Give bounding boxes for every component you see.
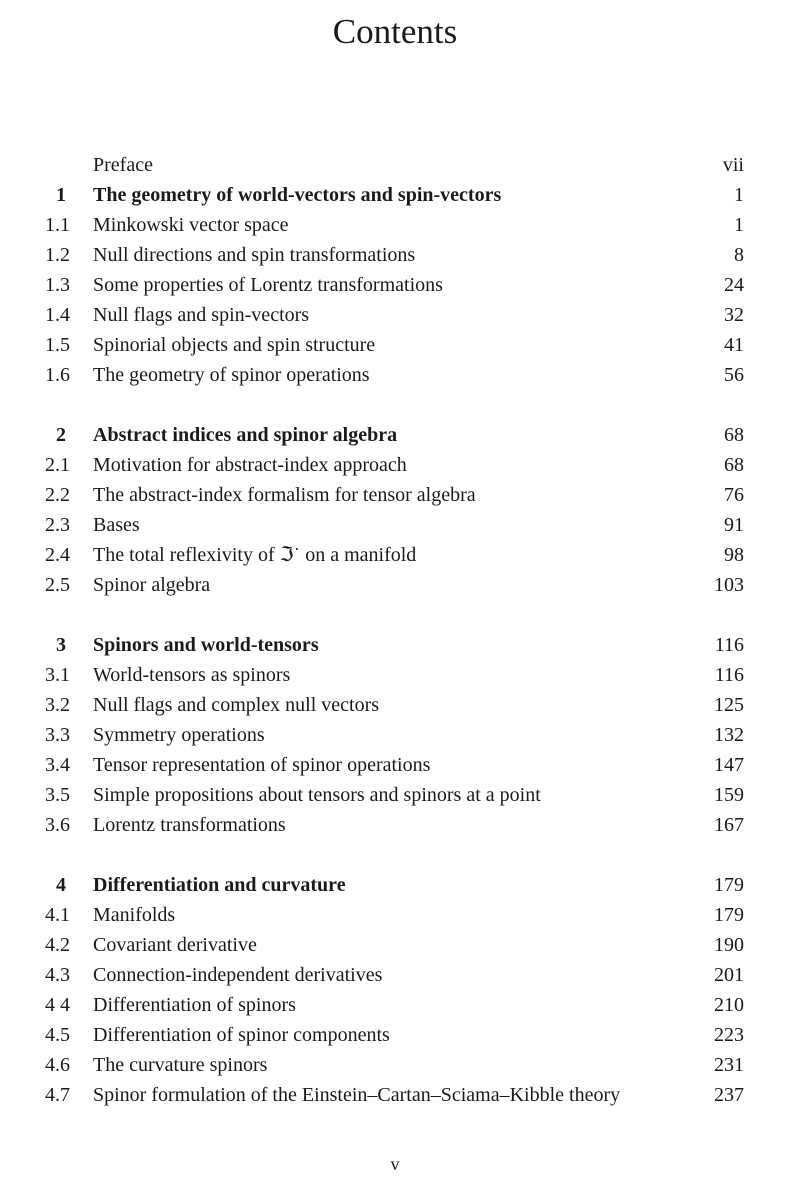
entry-title: Abstract indices and spinor algebra [93,424,398,446]
entry-page: 68 [724,454,744,476]
entry-title: World-tensors as spinors [93,664,291,686]
toc-section-entry [0,900,790,930]
entry-page: 76 [724,484,744,506]
page-title: Contents [332,12,458,51]
entry-title: Symmetry operations [93,724,265,746]
entry-page: 210 [714,994,744,1016]
entry-page: 68 [724,424,744,446]
entry-page: 167 [714,814,744,836]
entry-title: Some properties of Lorentz transformations [93,274,443,296]
entry-number: 2 [56,424,66,446]
entry-page: 237 [714,1084,744,1106]
toc-section-entry [0,990,790,1020]
page-number: v [390,1154,400,1174]
entry-number: 3.6 [45,814,70,836]
toc-section-entry [0,930,790,960]
entry-title: Preface [93,154,153,176]
toc-section-entry [0,570,790,600]
entry-number: 2.5 [45,574,70,596]
entry-title: Minkowski vector space [93,214,289,236]
entry-page: 179 [714,904,744,926]
entry-title: Spinorial objects and spin structure [93,334,376,356]
entry-page: vii [722,154,744,176]
toc-section-entry [0,540,790,570]
entry-page: 223 [714,1024,744,1046]
entry-title: Spinor algebra [93,574,211,596]
entry-page: 132 [714,724,744,746]
toc-chapter-entry [0,180,790,210]
entry-number: 1.3 [45,274,70,296]
entry-title: Lorentz transformations [93,814,286,836]
entry-page: 8 [734,244,744,266]
entry-title: Null directions and spin transformations [93,244,416,266]
entry-title: Differentiation of spinors [93,994,296,1016]
entry-number: 3.5 [45,784,70,806]
entry-title: Manifolds [93,904,176,926]
entry-page: 24 [724,274,744,296]
toc-section-entry [0,660,790,690]
entry-number: 4 4 [45,994,70,1016]
entry-number: 2.4 [45,544,70,566]
entry-page: 190 [714,934,744,956]
entry-page: 125 [714,694,744,716]
toc-chapter-entry [0,870,790,900]
toc-section-entry [0,810,790,840]
entry-title: Motivation for abstract-index approach [93,454,407,476]
toc-section-entry [0,210,790,240]
toc-section-entry [0,240,790,270]
entry-page: 103 [714,574,744,596]
toc-section-entry [0,1080,790,1110]
entry-title: Spinors and world-tensors [93,634,319,656]
entry-number: 3.4 [45,754,70,776]
toc-section-entry [0,360,790,390]
entry-title: Null flags and complex null vectors [93,694,380,716]
entry-number: 2.3 [45,514,70,536]
entry-number: 1.1 [45,214,70,236]
entry-number: 4.6 [45,1054,70,1076]
entry-number: 3.2 [45,694,70,716]
toc-section-entry [0,450,790,480]
entry-title: Null flags and spin-vectors [93,304,310,326]
entry-page: 1 [734,214,744,236]
entry-page: 159 [714,784,744,806]
entry-number: 1.4 [45,304,70,326]
entry-number: 4.7 [45,1084,70,1106]
entry-page: 1 [734,184,744,206]
entry-number: 4.5 [45,1024,70,1046]
toc-section-entry [0,720,790,750]
entry-number: 4.3 [45,964,70,986]
toc-section-entry [0,480,790,510]
table-of-contents [0,150,790,1110]
entry-page: 116 [714,664,744,686]
entry-page: 91 [724,514,744,536]
entry-page: 98 [724,544,744,566]
toc-section-entry [0,960,790,990]
entry-page: 231 [714,1054,744,1076]
entry-title: Covariant derivative [93,934,257,956]
entry-number: 3.3 [45,724,70,746]
entry-title: Spinor formulation of the Einstein–Cartan–Sciama–Kibble theory [93,1084,621,1106]
entry-page: 41 [724,334,744,356]
entry-title: Simple propositions about tensors and spinors at a point [93,784,541,806]
entry-number: 4 [56,874,66,896]
toc-section-entry [0,690,790,720]
toc-section-entry [0,300,790,330]
entry-title: Differentiation of spinor components [93,1024,390,1046]
entry-title: The geometry of spinor operations [93,364,370,386]
toc-section-entry [0,270,790,300]
entry-number: 2.1 [45,454,70,476]
entry-page: 179 [714,874,744,896]
toc-chapter-entry [0,420,790,450]
entry-number: 4.1 [45,904,70,926]
entry-number: 1.2 [45,244,70,266]
entry-number: 1.5 [45,334,70,356]
toc-preface-entry [0,150,790,180]
entry-page: 147 [714,754,744,776]
entry-title: Tensor representation of spinor operations [93,754,431,776]
entry-title: The total reflexivity of ℑ˙ on a manifold [93,544,417,566]
toc-chapter-entry [0,630,790,660]
entry-page: 32 [724,304,744,326]
toc-section-entry [0,1050,790,1080]
entry-title: The geometry of world-vectors and spin-vectors [93,184,502,206]
entry-title: The abstract-index formalism for tensor algebra [93,484,476,506]
entry-title: Bases [93,514,140,536]
entry-number: 3 [56,634,66,656]
toc-section-entry [0,510,790,540]
entry-number: 3.1 [45,664,70,686]
toc-section-entry [0,1020,790,1050]
entry-title: Differentiation and curvature [93,874,346,896]
entry-number: 4.2 [45,934,70,956]
entry-page: 201 [714,964,744,986]
entry-number: 1.6 [45,364,70,386]
toc-section-entry [0,330,790,360]
toc-section-entry [0,750,790,780]
entry-title: The curvature spinors [93,1054,268,1076]
entry-page: 116 [714,634,744,656]
entry-number: 2.2 [45,484,70,506]
toc-section-entry [0,780,790,810]
entry-title: Connection-independent derivatives [93,964,383,986]
entry-number: 1 [56,184,66,206]
entry-page: 56 [724,364,744,386]
